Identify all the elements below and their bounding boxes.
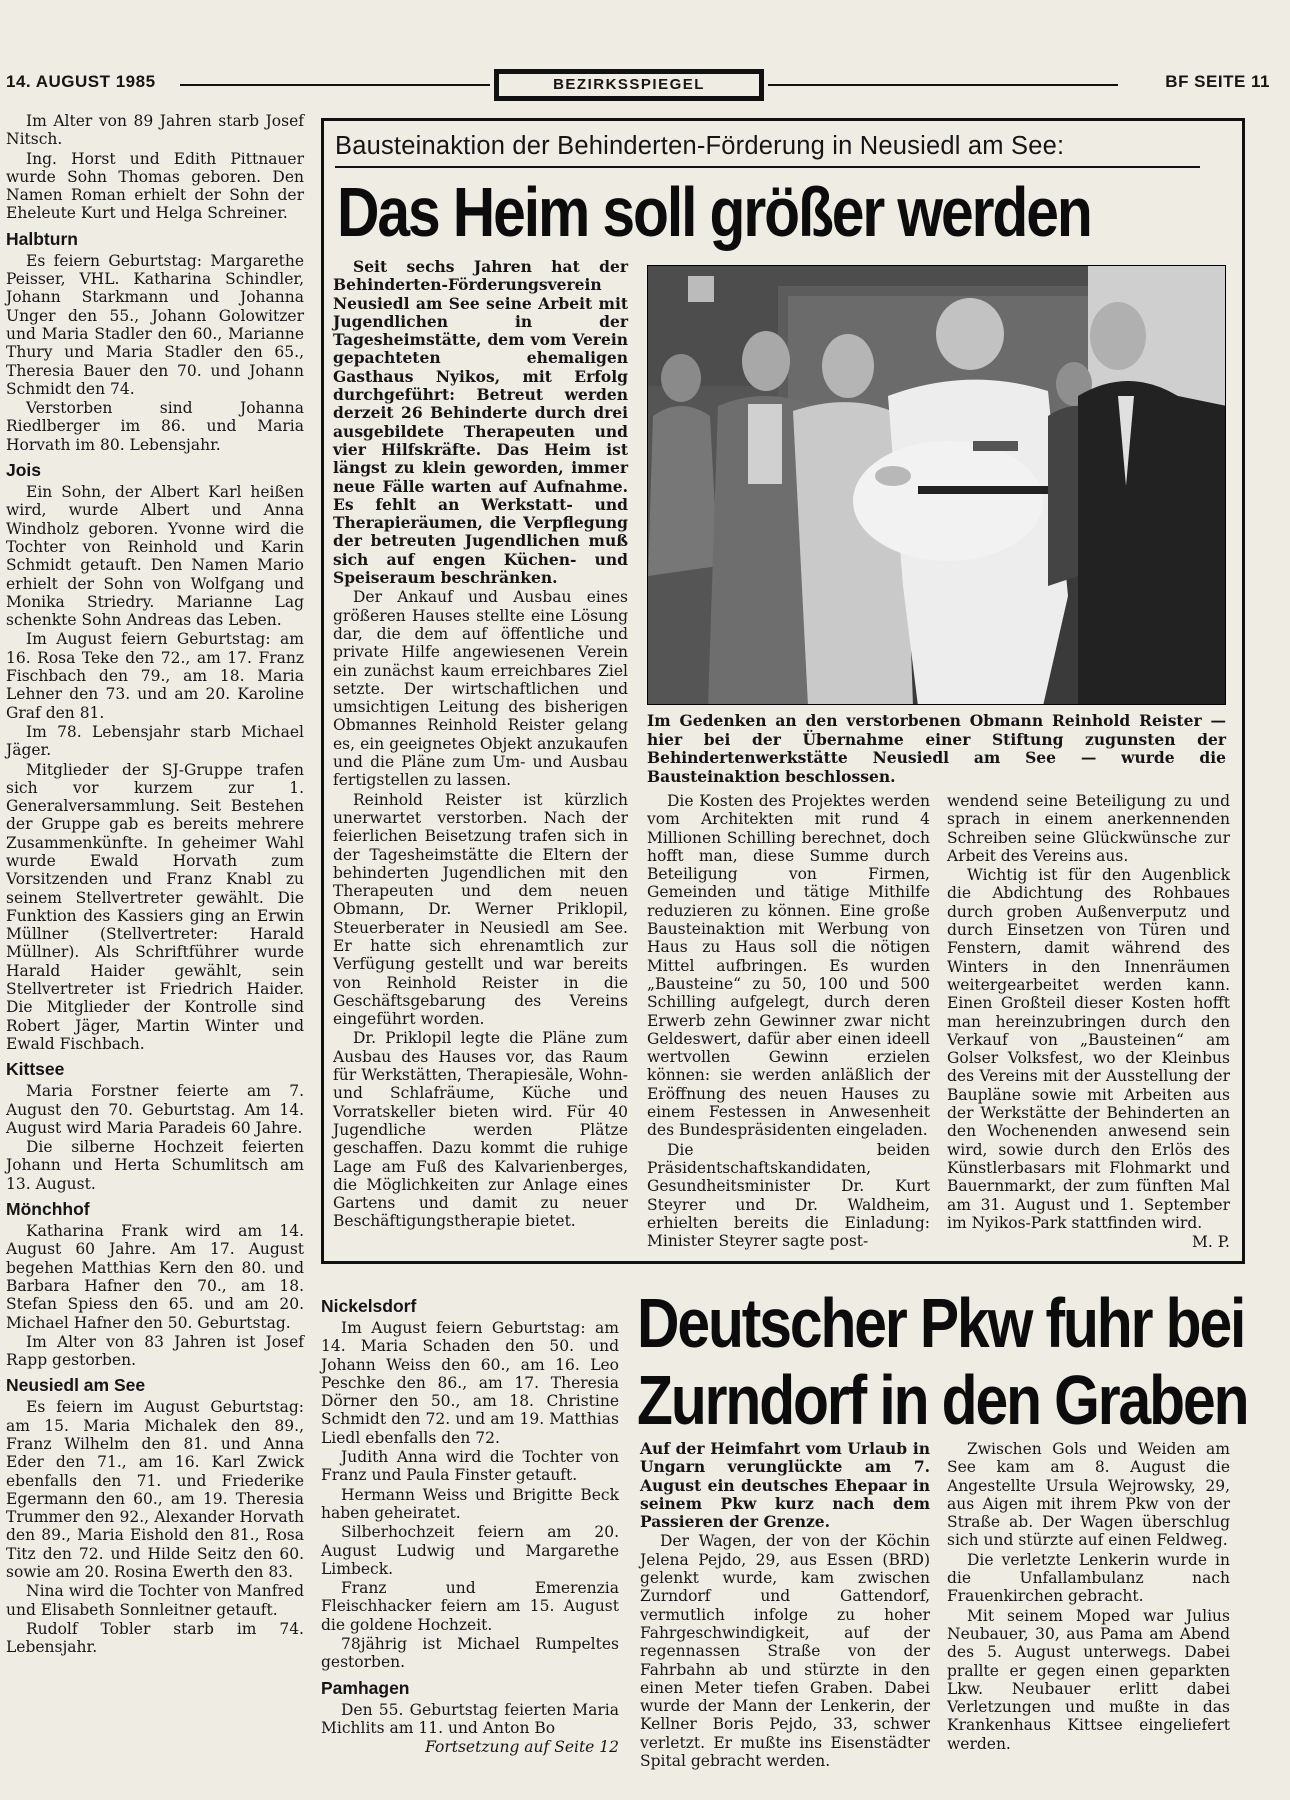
accident-column-1 <box>640 1440 930 1771</box>
paragraph: Nina wird die Tochter von Manfred und Elisabeth Sonnleitner getauft. <box>6 1582 304 1619</box>
paragraph: Den 55. Geburtstag feierten Maria Michlits am 11. und Anton Bo <box>321 1700 619 1737</box>
feature-subtitle: Bausteinaktion der Behinderten-Förderung in Neusiedl am See: <box>335 132 1065 160</box>
paragraph: Der Ankauf und Ausbau eines größeren Hauses stellte eine Lösung dar, die dem auf öffentliche und private Hilfe angewiesenen Verein ein zunächst kaum erreichbares Ziel setzte. Der wirtschaftlichen und umsichtigen Leitung des bisherigen Obmannes Reinhold Reister gelang es, ein geeignetes Objekt anzukaufen und die Pläne zum Um- und Ausbau fertigstellen zu lassen. <box>333 588 628 790</box>
feature-column-1 <box>333 258 628 1232</box>
section-heading-neusiedl: Neusiedl am See <box>6 1375 146 1396</box>
section-heading-halbturn: Halbturn <box>6 228 78 249</box>
section-heading-moenchhof: Mönchhof <box>6 1199 90 1220</box>
paragraph: Die Kosten des Projektes werden vom Architekten mit rund 4 Millionen Schilling berechnet, doch hofft man, diese Summe durch Beteiligung von Firmen, Gemeinden und tätige Mithilfe reduzieren zu können. Eine große Bausteinaktion mit Werbung von Haus zu Haus soll die nötigen Mittel aufbringen. Es wurden „Bausteine“ zu 50, 100 und 500 Schilling aufgelegt, durch deren Erwerb zehn Gewinner zwar nicht Geldeswert, dafür aber einen ideell wertvollen Gewinn erzielen können: sie werden anläßlich der Eröffnung des neuen Hauses zu einem Festessen in Anwesenheit des Bundespräsidenten eingeladen. <box>647 792 930 1140</box>
paragraph: Die beiden Präsidentschaftskandidaten, Gesundheitsminister Dr. Kurt Steyrer und Dr. Waldheim, erhielten bereits die Einladung: Minister Steyrer sagte post- <box>647 1140 930 1251</box>
section-label: BEZIRKSSPIEGEL <box>494 69 764 101</box>
feature-column-3 <box>947 792 1230 1252</box>
header-rule-right <box>768 84 1118 86</box>
paragraph: Katharina Frank wird am 14. August 60 Jahre. Am 17. August begehen Matthias Kern den 80. und Barbara Hafner den 70., am 18. Stefan Spiess den 65. und am 20. Michael Hafner den 50. Geburtstag. <box>6 1222 304 1332</box>
paragraph: Maria Forstner feierte am 7. August den 70. Geburtstag. Am 14. August wird Maria Paradeis 60 Jahre. <box>6 1082 304 1137</box>
paragraph: Im Alter von 83 Jahren ist Josef Rapp gestorben. <box>6 1332 304 1370</box>
left-column <box>6 112 304 1658</box>
feature-lead: Seit sechs Jahren hat der Behinderten-Förderungsverein Neusiedl am See seine Arbeit mit Jugendlichen in der Tagesheimstätte, dem vom Verein gepachteten ehemaligen Gasthaus Nyikos, mit Erfolg durchgeführt: Betreut werden derzeit 26 Behinderte durch drei ausgebildete Therapeuten und vier Hilfskräfte. Das Heim ist längst zu klein geworden, immer neue Fälle warten auf Aufnahme. Es fehlt an Werkstatt- und Therapieräumen, die Verpflegung der betreuten Jugendlichen muß sich auf engen Küchen- und Speiseraum beschränken. <box>333 257 628 588</box>
paragraph: Dr. Priklopil legte die Pläne zum Ausbau des Hauses vor, das Raum für Werkstätten, Therapiesäle, Wohn- und Schlafräume, Küche und Vorratskeller bieten wird. Für 40 Jugendliche werden Plätze geschaffen. Dazu kommt die ruhige Lage am Fuß des Kalvarienberges, die Möglichkeiten zur Anlage eines Gartens und damit zu neuer Beschäftigungstherapie bietet. <box>333 1029 628 1231</box>
section-heading-jois: Jois <box>6 460 42 481</box>
accident-headline-line1: Deutscher Pkw fuhr bei <box>637 1284 1245 1362</box>
feature-column-2 <box>647 792 930 1251</box>
paragraph: Ing. Horst und Edith Pittnauer wurde Sohn Thomas geboren. Den Namen Roman erhielt der Sohn der Eheleute Kurt und Helga Schreiner. <box>6 149 304 223</box>
continuation-note[interactable]: Fortsetzung auf Seite 12 <box>425 1738 619 1757</box>
author-signature: M. P. <box>1192 1233 1230 1252</box>
paragraph: Hermann Weiss und Brigitte Beck haben geheiratet. <box>321 1485 619 1522</box>
paragraph: Silberhochzeit feiern am 20. August Ludwig und Margarethe Limbeck. <box>321 1523 619 1578</box>
handshake-photo-illustration <box>648 266 1226 705</box>
paragraph: Es feiern im August Geburtstag: am 15. Maria Michalek den 89., Franz Wilhelm den 81. und Anna Eder den 71., am 16. Karl Zwick ebenfalls den 71. und Friederike Egermann den 60., am 19. Theresia Trummer den 92., Alexander Horvath den 89., Maria Eishold den 81., Rosa Titz den 72. und Hilde Seitz den 60. sowie am 20. Rosina Ewerth den 83. <box>6 1398 304 1582</box>
paragraph: wendend seine Beteiligung zu und sprach in einem anerkennenden Schreiben seine Glückwünsche zur Arbeit des Vereins aus. <box>947 792 1230 865</box>
paragraph: Rudolf Tobler starb im 74. Lebensjahr. <box>6 1619 304 1657</box>
photo-caption: Im Gedenken an den verstorbenen Obmann Reinhold Reister — hier bei der Übernahme einer Stiftung zugunsten der Behindertenwerkstätte Neusiedl am See — wurde die Bausteinaktion beschlossen. <box>647 711 1226 786</box>
paragraph: Reinhold Reister ist kürzlich unerwartet verstorben. Nach der feierlichen Beisetzung trafen sich in der Tagesheimstätte die Eltern der behinderten Jugendlichen mit den Therapeuten und dem neuen Obmann, Dr. Werner Priklopil, Steuerberater in Neusiedl am See. Er hatte sich ehrenamtlich zur Verfügung gestellt und war bereits von Reinhold Reister in die Geschäftsgebarung des Vereins eingeführt worden. <box>333 790 628 1029</box>
accident-column-2 <box>947 1440 1230 1754</box>
feature-photo <box>647 265 1226 705</box>
paragraph: Mit seinem Moped war Julius Neubauer, 30, aus Pama am Abend des 5. August unterwegs. Dabei prallte er gegen einen geparkten Lkw. Neubauer erlitt dabei Verletzungen und mußte in das Krankenhaus Kittsee eingeliefert werden. <box>947 1606 1230 1753</box>
paragraph: Verstorben sind Johanna Riedlberger im 86. und Maria Horvath im 80. Lebensjahr. <box>6 399 304 454</box>
paragraph: Zwischen Gols und Weiden am See kam am 8. August die Angestellte Ursula Wejrowsky, 29, aus Aigen mit ihrem Pkw von der Straße ab. Der Wagen überschlug sich und stürzte auf einen Feldweg. <box>947 1440 1230 1550</box>
header-rule-left <box>180 84 490 86</box>
paragraph: Ein Sohn, der Albert Karl heißen wird, wurde Albert und Anna Windholz geboren. Yvonne wird die Tochter von Reinhold und Karin Schmidt getauft. Den Namen Mario erhielt der Sohn von Wolfgang und Monika Striedry. Marianne Lag schenkte Sohn Andreas das Leben. <box>6 483 304 630</box>
paragraph: Im 78. Lebensjahr starb Michael Jäger. <box>6 722 304 760</box>
paragraph: Es feiern Geburtstag: Margarethe Peisser, VHL. Katharina Schindler, Johann Starkmann und Johanna Unger den 55., Johann Golowitzer und Maria Stadler den 60., Marianne Thury und Maria Stadler den 65., Theresia Bauer den 70. und Johann Schmidt den 74. <box>6 251 304 398</box>
paragraph: Im August feiern Geburtstag: am 16. Rosa Teke den 72., am 17. Franz Fischbach den 79., am 18. Maria Lehner den 73. und am 20. Karoline Graf den 81. <box>6 630 304 722</box>
paragraph: Der Wagen, der von der Köchin Jelena Pejdo, 29, aus Essen (BRD) gelenkt wurde, kam zwischen Zurndorf und Gattendorf, vermutlich infolge zu hoher Fahrgeschwindigkeit, auf der regennassen Straße von der Fahrbahn ab und stürzte in den einen Meter tiefen Graben. Dabei wurde der Mann der Lenkerin, der Kellner Boris Pejdo, 33, schwer verletzt. Er mußte ins Eisenstädter Spital gebracht werden. <box>640 1532 930 1771</box>
section-heading-nickelsdorf: Nickelsdorf <box>321 1296 417 1316</box>
accident-headline-line2: Zurndorf in den Graben <box>637 1361 1248 1439</box>
accident-lead: Auf der Heimfahrt vom Urlaub in Ungarn verunglückte am 7. August ein deutsches Ehepaar in seinem Pkw kurz nach dem Passieren der Grenze. <box>640 1439 930 1532</box>
feature-headline: Das Heim soll größer werden <box>337 173 1091 251</box>
paragraph: Franz und Emerenzia Fleischhacker feiern am 15. August die goldene Hochzeit. <box>321 1579 619 1634</box>
paragraph: 78jährig ist Michael Rumpeltes gestorben. <box>321 1635 619 1672</box>
page-number: BF SEITE 11 <box>1165 72 1270 91</box>
paragraph: Die silberne Hochzeit feierten Johann und Herta Schumlitsch am 13. August. <box>6 1138 304 1193</box>
paragraph: Mitglieder der SJ-Gruppe trafen sich vor kurzem zur 1. Generalversammlung. Seit Bestehen der Gruppe gab es bereits mehrere Zusammenkünfte. In geheimer Wahl wurde Ewald Horvath zum Vorsitzenden und Franz Knabl zu seinem Stellvertreter gewählt. Die Funktion des Kassiers ging an Erwin Müllner (Stellvertreter: Harald Müllner). Als Schriftführer wurde Harald Haider gewählt, sein Stellvertreter ist Friedrich Haider. Die Mitglieder der Kontrolle sind Robert Jäger, Martin Winter und Ewald Fischbach. <box>6 760 304 1053</box>
middle-column <box>321 1290 619 1758</box>
issue-date: 14. AUGUST 1985 <box>6 72 156 91</box>
paragraph: Wichtig ist für den Augenblick die Abdichtung des Rohbaues durch groben Außenverputz und durch Einsetzen von Türen und Fenstern, damit während des Winters in den Innenräumen weitergearbeitet werden kann. Einen Großteil dieser Kosten hofft man hereinzubringen durch den Verkauf von „Bausteinen“ am Golser Volksfest, wo der Kleinbus des Vereins mit der Ausstellung der Baupläne sowie mit Arbeiten aus der Werkstätte der Behinderten an den Wochenenden anwesend sein wird, sowie durch den Erlös des Künstlerbasars mit Flohmarkt und Bauernmarkt, der zum fünften Mal am 31. August und 1. September im Nyikos-Park stattfinden wird. <box>947 866 1230 1232</box>
subtitle-rule <box>335 166 1200 168</box>
paragraph: Im August feiern Geburtstag: am 14. Maria Schaden den 50. und Johann Weiss den 60., am 16. Leo Peschke den 86., am 17. Theresia Dörner den 50., am 18. Christine Schmidt den 72. und am 19. Matthias Liedl ebenfalls den 72. <box>321 1319 619 1447</box>
paragraph: Judith Anna wird die Tochter von Franz und Paula Finster getauft. <box>321 1448 619 1485</box>
paragraph: Die verletzte Lenkerin wurde in die Unfallambulanz nach Frauenkirchen gebracht. <box>947 1550 1230 1606</box>
section-heading-kittsee: Kittsee <box>6 1059 65 1080</box>
section-heading-pamhagen: Pamhagen <box>321 1677 410 1698</box>
paragraph: Im Alter von 89 Jahren starb Josef Nitsch. <box>6 112 304 149</box>
